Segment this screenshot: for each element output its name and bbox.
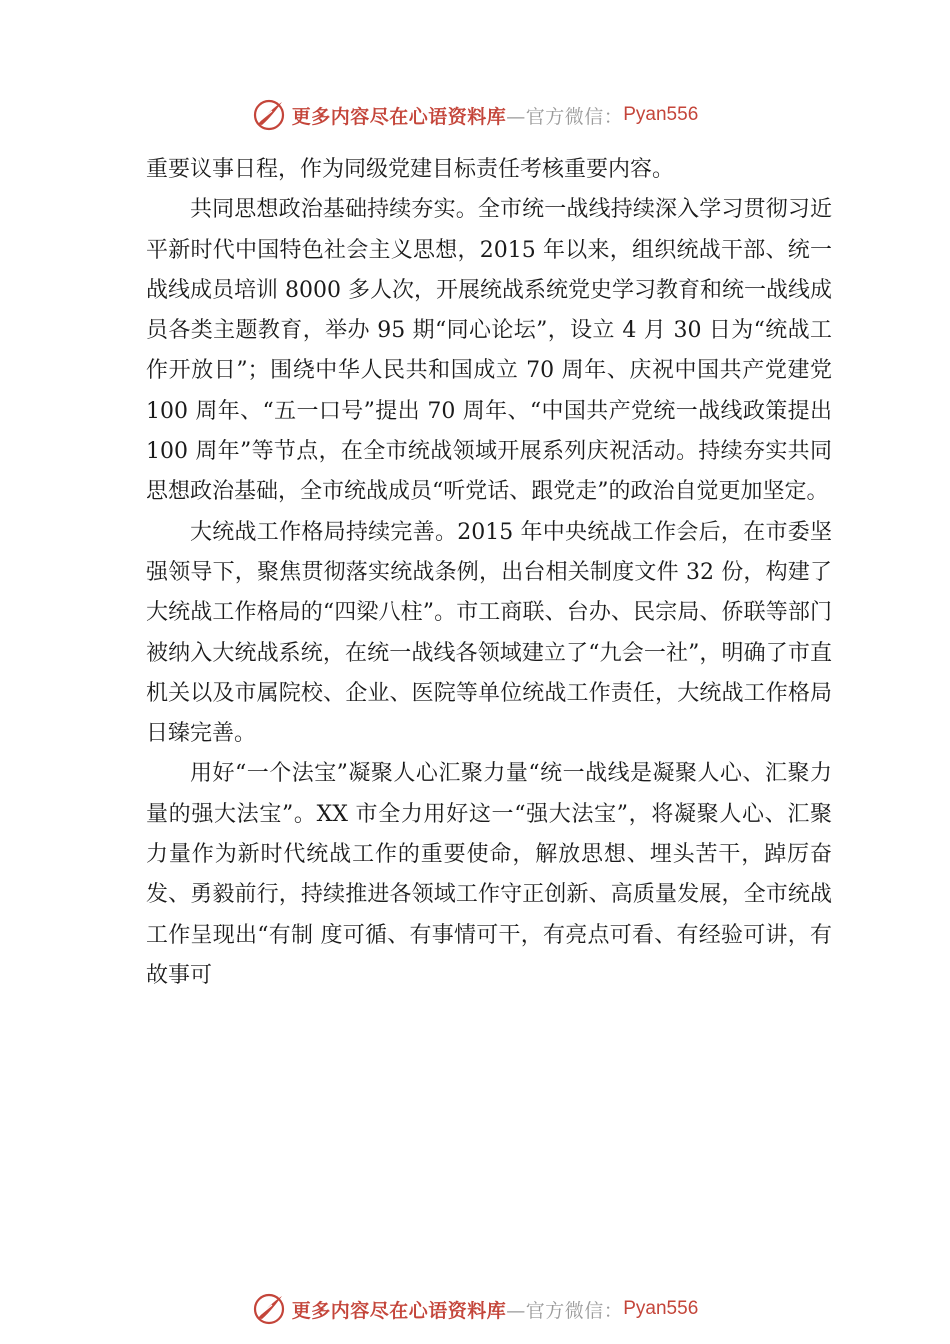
footer-contact-text: Pyan556 (623, 1298, 699, 1319)
header-separator-text: —官方微信： (506, 105, 624, 128)
header-contact-text: Pyan556 (623, 104, 699, 125)
paragraph: 共同思想政治基础持续夯实。全市统一战线持续深入学习贯彻习近平新时代中国特色社会主义思想，2015 年以来，组织统战干部、统一战线成员培训 8000 多人次，开展统战系统党史学习教育和统一战线成员各类主题教育，举办 95 期“同心论坛”，设立 4 月 30 日为“统战工作开放日”；围绕中华人民共和国成立 70 周年、庆祝中国共产党建党 100 周年、“五一口号”提出 70 周年、“中国共产党统一战线政策提出 100 周年”等节点，在全市统战领域开展系列庆祝活动。持续夯实共同思想政治基础，全市统战成员“听党话、跟党走”的政治自觉更加坚定。 (146, 197, 832, 505)
paragraph: 重要议事日程，作为同级党建目标责任考核重要内容。 (146, 157, 675, 182)
paragraph: 用好“一个法宝”凝聚人心汇聚力量“统一战线是凝聚人心、汇聚力量的强大法宝”。XX 市全力用好这一“强大法宝”，将凝聚人心、汇聚力量作为新时代统战工作的重要使命，解放思想、埋头苦干，踔厉奋发、勇毅前行，持续推进各领域工作守正创新、高质量发展，全市统战工作呈现出“有制 度可循、有事情可干，有亮点可看、有经验可讲，有故事可 (146, 761, 832, 988)
paragraph: 大统战工作格局持续完善。2015 年中央统战工作会后，在市委坚强领导下，聚焦贯彻落实统战条例，出台相关制度文件 32 份，构建了大统战工作格局的“四梁八柱”。市工商联、台办、民宗局、侨联等部门被纳入大统战系统，在统一战线各领域建立了“九会一社”，明确了市直机关以及市属院校、企业、医院等单位统战工作责任，大统战工作格局日臻完善。 (146, 519, 832, 747)
header-banner (0, 97, 950, 133)
document-body (146, 150, 832, 996)
footer-brand-text: 更多内容尽在心语资料库 (291, 1299, 507, 1322)
footer-banner (0, 1291, 950, 1327)
footer-separator-text: —官方微信： (506, 1299, 624, 1322)
quill-seal-icon (252, 98, 286, 132)
header-brand-text: 更多内容尽在心语资料库 (291, 105, 507, 128)
quill-seal-icon (252, 1292, 286, 1326)
